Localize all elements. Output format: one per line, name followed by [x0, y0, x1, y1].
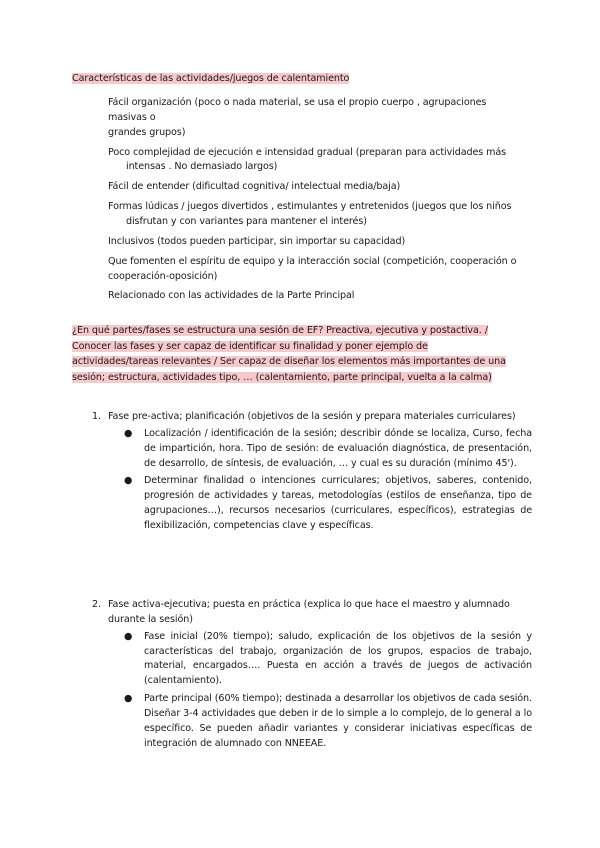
list-item-line-continuation: cooperación-oposición) [108, 270, 218, 282]
list-item [108, 200, 528, 230]
list-item-line: Fácil de entender (dificultad cognitiva/ intelectual media/baja) [108, 181, 401, 193]
list-item [124, 692, 532, 751]
bullet-text: Fase inicial (20% tiempo); saludo, explicación de los objetivos de la sesión y características del trabajo, organización de los grupos, espacios de trabajo, material, encargados…. Puesta en acción a través de juegos de activación (calentamiento). [144, 630, 532, 687]
list-item [124, 474, 532, 533]
bullet-icon: ● [124, 427, 133, 439]
list-item [108, 146, 528, 176]
list-item [124, 630, 532, 689]
section2-heading-line: ¿En qué partes/fases se estructura una sesión de EF? Preactiva, ejecutiva y postactiva. / [72, 325, 488, 336]
list-item-line: Poco complejidad de ejecución e intensidad gradual (preparan para actividades más [108, 146, 507, 158]
warmup-characteristics-list [108, 96, 528, 309]
section2-heading-line: Conocer las fases y ser capaz de identificar su finalidad y poner ejemplo de [72, 340, 428, 352]
section1-heading [72, 72, 532, 87]
bullet-text: Parte principal (60% tiempo); destinada a desarrollar los objetivos de cada sesión. Diseñar 3-4 actividades que deben ir de lo simple a lo complejo, de lo general a lo específico. Se pueden añadir variantes y considerar iniciativas específicas de integración de alumnado con NNEEAE. [144, 693, 532, 749]
phase-bullet-list [72, 427, 532, 534]
section2-heading [72, 323, 530, 385]
bullet-text: Localización / identificación de la sesión; describir dónde se localiza, Curso, fecha de impartición, hora. Tipo de sesión: de evaluación diagnóstica, de presentación, de desarrollo, de síntesis, de evaluación, … y cual es su duración (mínimo 45'). [144, 427, 532, 469]
list-item-line: Fácil organización (poco o nada material, se usa el propio cuerpo , agrupaciones masivas o [108, 97, 487, 123]
phase-number: 2. [92, 599, 101, 610]
section2-heading-line: actividades/tareas relevantes / Ser capaz de diseñar los elementos más importantes de una [72, 356, 506, 368]
list-item-line-continuation: intensas . No demasiado largos) [126, 161, 278, 173]
list-item-line: Inclusivos (todos pueden participar, sin importar su capacidad) [108, 235, 406, 247]
bullet-icon: ● [124, 475, 133, 487]
phase-title-text: Fase pre-activa; planificación (objetivos de la sesión y prepara materiales curriculares) [108, 411, 516, 422]
list-item-line: Formas lúdicas / juegos divertidos , estimulantes y entretenidos (juegos que los niños [108, 201, 512, 213]
list-item-line: Que fomenten el espíritu de equipo y la interacción social (competición, cooperación o [108, 255, 517, 267]
phase-number: 1. [92, 411, 101, 422]
phase-title [72, 410, 532, 425]
list-item [108, 180, 528, 195]
list-item [108, 289, 528, 304]
bullet-text: Determinar finalidad o intenciones curriculares; objetivos, saberes, contenido, progresión de actividades y tareas, metodologías (estilos de enseñanza, tipo de agrupaciones…), recursos necesarios (curriculares, específicos), estrategias de flexibilización, competencias clave y específicas. [144, 475, 532, 532]
list-item [108, 96, 528, 141]
phase-2 [72, 598, 532, 755]
phase-1 [72, 410, 532, 537]
phase-title [72, 598, 532, 628]
section1-heading-text: Características de las actividades/juegos de calentamiento [72, 73, 350, 84]
bullet-icon: ● [124, 693, 133, 705]
bullet-icon: ● [124, 630, 133, 642]
list-item-line: Relacionado con las actividades de la Parte Principal [108, 290, 355, 302]
list-item [108, 255, 528, 285]
list-item [124, 427, 532, 472]
list-item-line-continuation: disfrutan y con variantes para mantener el interés) [126, 216, 367, 228]
phase-bullet-list [72, 630, 532, 752]
list-item [108, 235, 528, 250]
phase-title-text: Fase activa-ejecutiva; puesta en práctica (explica lo que hace el maestro y alumnado durante la sesión) [108, 599, 510, 625]
section2-heading-line: sesión; estructura, actividades tipo, … (calentamiento, parte principal, vuelta a la calma) [72, 371, 492, 383]
list-item-line-continuation: grandes grupos) [108, 126, 186, 138]
